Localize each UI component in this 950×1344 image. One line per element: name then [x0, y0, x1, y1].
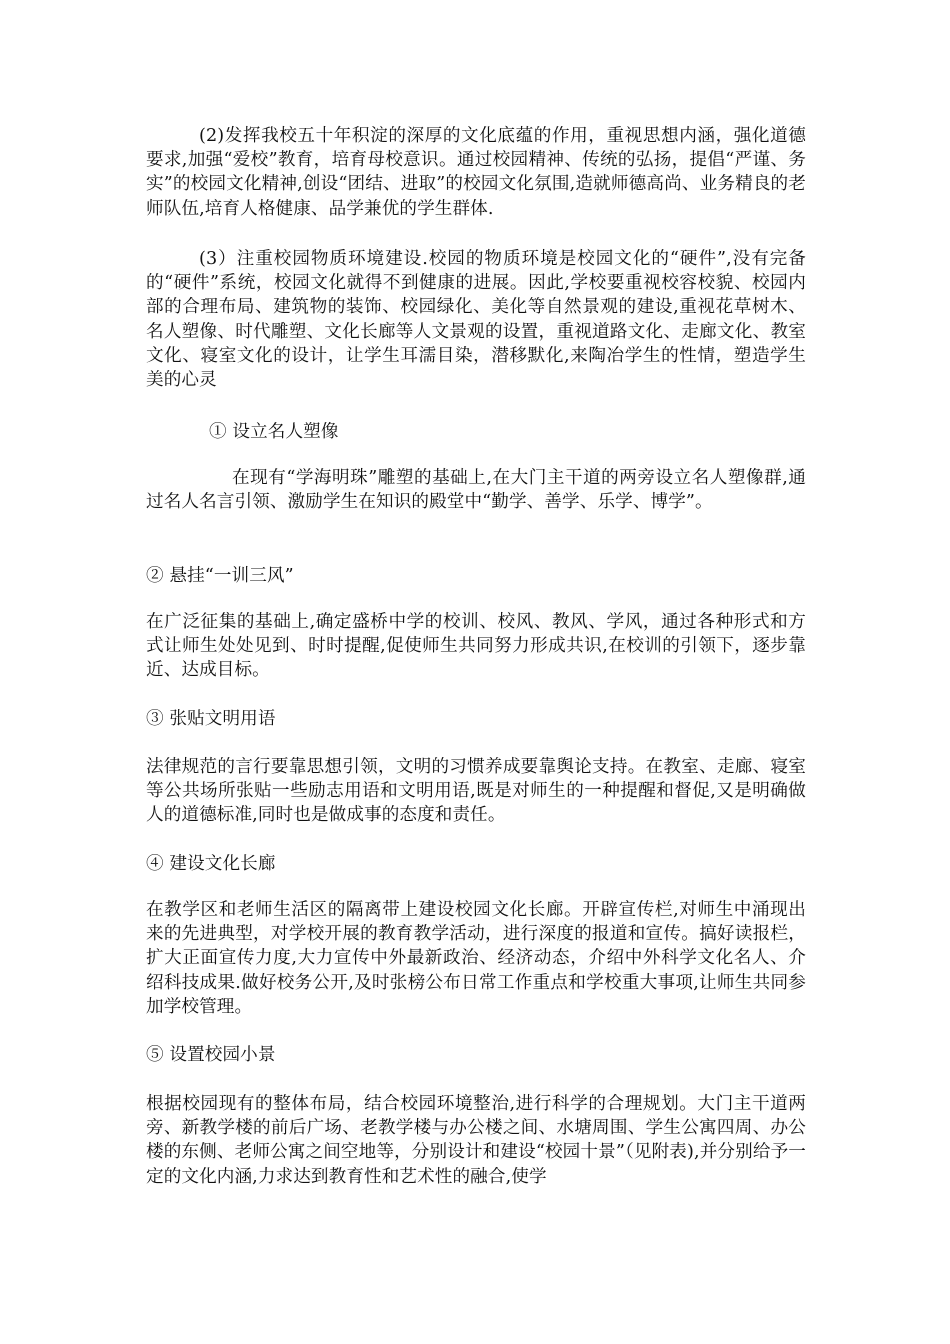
item-body-motto: 在广泛征集的基础上,确定盛桥中学的校训、校风、教风、学风，通过各种形式和方式让师生处处见到、时时提醒,促使师生共同努力形成共识,在校训的引领下，逐步靠近、达成目标。 — [146, 612, 806, 681]
item-heading-motto: ② 悬挂“一训三风” — [146, 566, 294, 586]
item-heading-statues: ① 设立名人塑像 — [209, 422, 339, 442]
item-body-corridor: 在教学区和老师生活区的隔离带上建设校园文化长廊。开辟宣传栏,对师生中涌现出来的先进典型，对学校开展的教育教学活动，进行深度的报道和宣传。搞好读报栏，扩大正面宣传力度,大力宣传中外最新政治、经济动态，介绍中外科学文化名人、介绍科技成果.做好校务公开,及时张榜公布日常工作重点和学校重大事项,让师生共同参加学校管理。 — [146, 900, 806, 1017]
item-heading-scenery: ⑤ 设置校园小景 — [146, 1045, 276, 1065]
item-heading-slogans: ③ 张贴文明用语 — [146, 709, 276, 729]
paragraph-culture-heritage: (2)发挥我校五十年积淀的深厚的文化底蕴的作用，重视思想内涵，强化道德要求,加强“爱校”教育，培育母校意识。通过校园精神、传统的弘扬，提倡“严谨、务实”的校园文化精神,创设“团结、进取”的校园文化氛围,造就师德高尚、业务精良的老师队伍,培育人格健康、品学兼优的学生群体. — [146, 126, 806, 219]
item-heading-corridor: ④ 建设文化长廊 — [146, 854, 276, 874]
paragraph-physical-environment: (3）注重校园物质环境建设.校园的物质环境是校园文化的“硬件”,没有完备的“硬件”系统，校园文化就得不到健康的进展。因此,学校要重视校容校貌、校园内部的合理布局、建筑物的装饰、校园绿化、美化等自然景观的建设,重视花草树木、名人塑像、时代雕塑、文化长廊等人文景观的设置，重视道路文化、走廊文化、教室文化、寝室文化的设计，让学生耳濡目染，潜移默化,来陶冶学生的性情，塑造学生美的心灵 — [146, 249, 806, 391]
item-body-statues: 在现有“学海明珠”雕塑的基础上,在大门主干道的两旁设立名人塑像群,通过名人名言引领、激励学生在知识的殿堂中“勤学、善学、乐学、博学”。 — [146, 468, 806, 513]
item-body-slogans: 法律规范的言行要靠思想引领，文明的习惯养成要靠舆论支持。在教室、走廊、寝室等公共场所张贴一些励志用语和文明用语,既是对师生的一种提醒和督促,又是明确做人的道德标准,同时也是做成事的态度和责任。 — [146, 757, 806, 826]
item-body-scenery: 根据校园现有的整体布局，结合校园环境整治,进行科学的合理规划。大门主干道两旁、新教学楼的前后广场、老教学楼与办公楼之间、水塘周围、学生公寓四周、办公楼的东侧、老师公寓之间空地等，分别设计和建设“校园十景”（见附表),并分别给予一定的文化内涵,力求达到教育性和艺术性的融合,使学 — [146, 1094, 806, 1187]
